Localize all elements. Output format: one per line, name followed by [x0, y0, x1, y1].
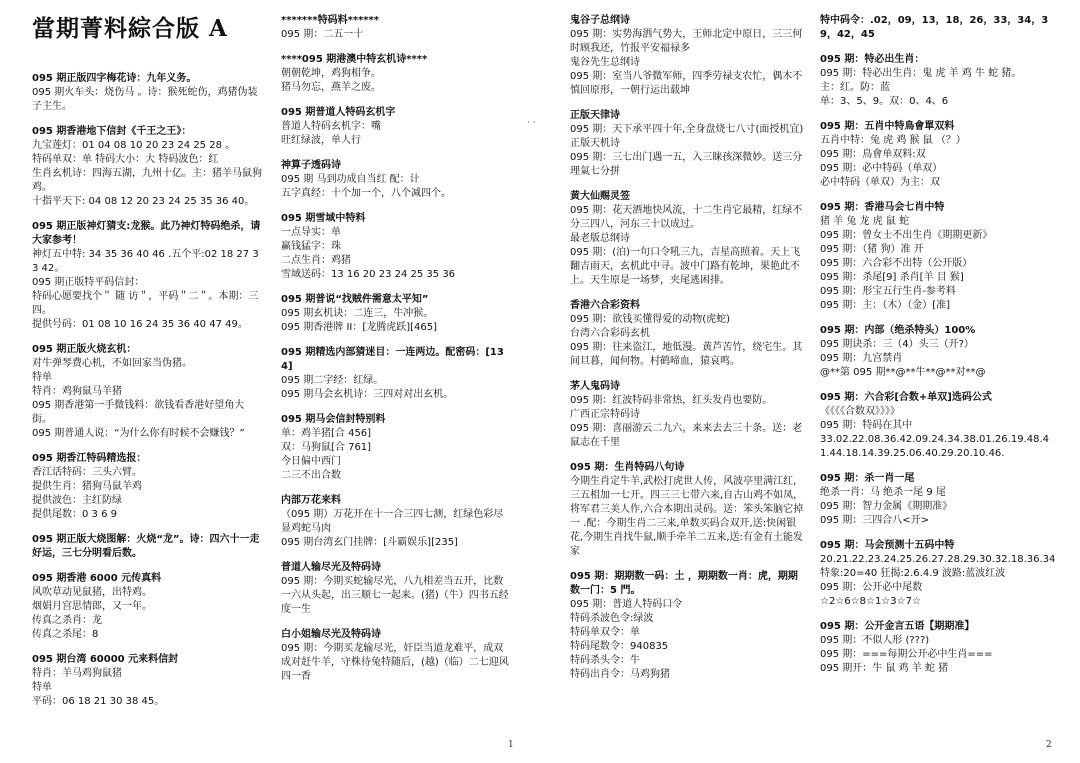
text-line: 神算子透码诗 — [281, 160, 341, 171]
text-line: 095 期香港 6000 元传真料 — [32, 573, 162, 584]
section-block — [281, 14, 513, 42]
text-line: 特肖：鸡狗鼠马羊猪 — [32, 386, 122, 397]
text-line: 095 期：杀一肖一尾 — [820, 473, 915, 484]
text-line: 20.21.22.23.24.25.26.27.28.29.30.32.18.36.34 — [820, 554, 1056, 565]
text-line: 095 期：香港马会七肖中特 — [820, 202, 945, 213]
text-line: 二点生肖：鸡猪 — [281, 255, 351, 266]
text-line: 特单 — [32, 682, 52, 693]
section-block — [281, 346, 513, 402]
text-line: 传真之杀肖：龙 — [32, 615, 102, 626]
text-line: 095 期诀杀：三（4）头三（开?） — [820, 339, 974, 350]
text-line: 茅人鬼码诗 — [570, 381, 620, 392]
text-line: 白小姐输尽光及特码诗 — [281, 629, 381, 640]
section-block — [281, 628, 513, 684]
section-block — [570, 380, 804, 450]
text-line: 095 期普说“找贼件需意太平知” — [281, 294, 429, 305]
column-3 — [570, 14, 804, 693]
text-line: 单：3、5、9。双：0、4、6 — [820, 96, 949, 107]
text-line: 单：鸡羊猪[合 456] — [281, 428, 372, 439]
text-line: 黄大仙赐灵签 — [570, 191, 630, 202]
text-line: 095 期 马到功成自当红 配：计 — [281, 174, 420, 185]
text-line: 095 期二字经：红绿。 — [281, 375, 384, 386]
text-line: 十指平天下: 04 08 12 20 23 24 25 35 36 40。 — [32, 196, 255, 207]
text-line: 特单 — [32, 372, 52, 383]
text-line: 095 期：实势海洒气势大，王师北定中原日，三三何时顾我还，竹报平安福禄多 — [570, 29, 803, 54]
section-block — [570, 570, 804, 682]
text-line: 095 期正版大烧图解：火烧“龙”。诗：四六十一走好运，三七分明看后数。 — [32, 534, 260, 559]
text-line: 生肖玄机诗：四海五湖，九州十亿。主：猪羊马鼠狗鸡。 — [32, 168, 262, 193]
column-1 — [32, 14, 264, 720]
section-block — [281, 106, 513, 148]
text-line: 095 期：欲钱买懂得爱的动物(虎蛇) — [570, 314, 731, 325]
section-block — [570, 461, 804, 559]
text-line: 对牛弹琴费心机，不如回家当伪猪。 — [32, 358, 192, 369]
section-block — [281, 293, 513, 335]
text-line: 095 期：公开金言五语【期期准】 — [820, 621, 975, 632]
section-block — [32, 533, 264, 561]
text-line: 095 期：普道人特码口令 — [570, 599, 683, 610]
text-line: 正版天机诗 — [570, 138, 620, 149]
text-line: 传真之杀尾：8 — [32, 629, 99, 640]
section-block — [32, 343, 264, 441]
page-number-1: 1 — [508, 740, 514, 750]
text-line: 内部万花来料 — [281, 495, 341, 506]
section-block — [570, 299, 804, 369]
text-line: 095 期普通人说：“为什么你有时候不会赚钱？” — [32, 428, 245, 439]
text-line: 神灯五中特: 34 35 36 40 46 .五个平:02 18 27 33 42。 — [32, 249, 259, 274]
text-line: 095 期：智力金属《期期准》 — [820, 501, 953, 512]
section-block — [281, 494, 513, 550]
text-line: 095 期玄机诀：二连三，牛冲猴。 — [281, 308, 434, 319]
text-line: 095 期：杀尾[9] 杀肖[羊 目 猴] — [820, 272, 964, 283]
text-line: 五肖中特：兔 虎 鸡 猴 鼠 （？） — [820, 135, 966, 146]
text-line: 特码单双令：单 — [570, 627, 640, 638]
text-line: 095 期：（猪 狗）准 开 — [820, 244, 924, 255]
text-line: 095 期：特码在其中 — [820, 420, 913, 431]
text-line: 095 期：鳥會单双料:双 — [820, 149, 926, 160]
text-line: *******特码料****** — [281, 15, 379, 26]
text-line: 雪域送码：13 16 20 23 24 25 35 36 — [281, 269, 456, 280]
text-line: 095 期：三七出门遇一五，入三睐孩深微妙。送三分理氣七分拼 — [570, 152, 803, 177]
text-line: 095 期正版四字梅花诗：九年义务。 — [32, 73, 197, 84]
text-line: 095 期：五肖中特鳥會單双料 — [820, 121, 955, 132]
text-line: 095 期：主：（木）（金）[准] — [820, 300, 951, 311]
text-line: 095 期：不似人形 (???) — [820, 635, 930, 646]
text-line: 095 期普道人特码玄机字 — [281, 107, 396, 118]
text-line: 095 期：天下承平四十年,全身盘烧七八寸(面授机宜) — [570, 124, 804, 135]
text-line: 095 期开：牛 鼠 鸡 羊 蛇 猪 — [820, 663, 949, 674]
text-line: 特码单双：单 特码大小：大 特码波色：红 — [32, 154, 219, 165]
text-line: 095 期火车头：烧伤马 。诗：猴死蛇伤，鸡猪伪装子主生。 — [32, 87, 258, 112]
text-line: 正版天律诗 — [570, 110, 620, 121]
text-line: 095 期：内部（绝杀特头）100% — [820, 325, 976, 336]
section-block — [281, 413, 513, 483]
text-line: 095 期：特必出生肖：鬼 虎 羊 鸡 牛 蛇 猪。 — [820, 68, 1022, 79]
column-2 — [281, 14, 513, 695]
text-line: 095 期：今期买龙输尽光，奸臣当道龙难平，成双成对赶牛羊，守株待兔特随后，(越)（临）二七迎风四一香 — [281, 643, 509, 682]
section-block — [570, 14, 804, 98]
text-line: 提供号码：01 08 10 16 24 35 36 40 47 49。 — [32, 319, 248, 330]
section-block — [32, 72, 264, 114]
text-line: 提供尾数：0 3 6 9 — [32, 509, 117, 520]
section-block — [32, 452, 264, 522]
text-line: 提供波色：主红防绿 — [32, 495, 122, 506]
section-block — [820, 620, 1056, 676]
text-line: ☆2☆6☆8☆1☆3☆7☆ — [820, 596, 921, 607]
text-line: 特码出肖令：马鸡狗猪 — [570, 669, 670, 680]
section-block — [820, 472, 1056, 528]
text-line: 095 期：必中特码（单双） — [820, 163, 943, 174]
section-block — [570, 190, 804, 288]
text-line: 提供生肖：猪狗马鼠羊鸡 — [32, 481, 142, 492]
text-line: 095 期：往来盗江，地低漫。黄芦苦竹，绕宅生。其间旦暮，闻何物。村鹤啼血，猿哀鸣。 — [570, 342, 803, 367]
text-line: 095 期：公开必中尾数 — [820, 582, 923, 593]
text-line: 095 期马会玄机诗：三四对对出玄机。 — [281, 389, 454, 400]
text-line: 鬼谷子总纲诗 — [570, 15, 630, 26]
section-block — [820, 53, 1056, 109]
text-line: 普道人特码玄机字：嘴 — [281, 121, 381, 132]
section-block — [281, 561, 513, 617]
text-line: 095 期：形宝五行生肖-参考料 — [820, 286, 956, 297]
section-block — [281, 159, 513, 201]
text-line: 《《《《合数双》》》》 — [820, 406, 900, 417]
text-line: 香港六合彩资料 — [570, 300, 640, 311]
text-line: 最老版总纲诗 — [570, 233, 630, 244]
text-line: 095 期：曾女士不出生肖《期期更新》 — [820, 230, 993, 241]
section-block — [32, 572, 264, 642]
text-line: 双：马狗鼠[合 761] — [281, 442, 372, 453]
column-4 — [820, 14, 1056, 687]
text-line: 095 期：二五一十 — [281, 29, 364, 40]
text-line: 广西正宗特码诗 — [570, 409, 640, 420]
text-line: 095 期：六合彩不出特（公开版） — [820, 258, 973, 269]
text-line: 绝杀一肖：马 绝杀一尾 9 尾 — [820, 487, 946, 498]
text-line: 鬼谷先生总纲诗 — [570, 57, 640, 68]
text-line: 猪 羊 兔 龙 虎 鼠 蛇 — [820, 216, 910, 227]
text-line: 095 期：(泊)一句口令吼三九，吉星高照着。天上飞翻吉雨天，玄机此中寻。波中门路有乾坤，果艳此不上。天生原是一场梦，夹尾逃困排。 — [570, 247, 801, 286]
section-block — [281, 212, 513, 282]
text-line: 095 期：喜丽游云二九六，来来去去三十条。送：老鼠志在千里 — [570, 423, 803, 448]
section-block — [820, 14, 1056, 42]
text-line: 095 期：六合彩[合数+单双]选码公式 — [820, 392, 992, 403]
text-line: @**第 095 期**@**牛**@**对**@ — [820, 367, 986, 378]
text-line: 095 期正版特平码信封： — [32, 277, 145, 288]
text-line: 095 期正版火烧玄机： — [32, 344, 137, 355]
section-block — [820, 539, 1056, 609]
page-number-2: 2 — [1046, 740, 1052, 750]
text-line: 095 期香江特码精选报： — [32, 453, 147, 464]
text-line: 095 期：期期数一码：土 ，期期数一肖：虎，期期数一门：5 門。 — [570, 571, 798, 596]
text-line: 必中特码（单双）为主：双 — [820, 177, 940, 188]
text-line: 赢钱猛字：珠 — [281, 241, 341, 252]
text-line: 095 期精选内部猜迷目：一连两边。配密码：[134] — [281, 347, 504, 372]
text-line: 095 期：花天酒地快风流，十二生肖它最精，红绿不分三四八，河东三十以成过。 — [570, 205, 803, 230]
text-line: 普道人输尽光及特码诗 — [281, 562, 381, 573]
section-block — [570, 109, 804, 179]
text-line: 095 期台湾玄门挂牌：[斗霸娱乐][235] — [281, 537, 458, 548]
text-line: 特码杀头令：牛 — [570, 655, 640, 666]
text-line: 095 期正版神灯猜支:龙猴。此乃神灯特码绝杀，请大家参考！ — [32, 221, 261, 246]
text-line: 特象:20=40 狂揭:2.6.4.9 波路:蓝波红波 — [820, 568, 1006, 579]
section-block — [820, 391, 1056, 461]
text-line: （095 期）万花开在十一合三四七测，红绿色彩尽显鸡蛇马肉 — [281, 509, 504, 534]
text-line: 095 期香港牌 II：[龙腾虎跃][465] — [281, 322, 438, 333]
section-block — [32, 125, 264, 209]
text-line: 095 期：室当八爷微军师，四季劳禄支农忙，偶木不慎回原形，一朝行运出载坤 — [570, 71, 803, 96]
text-line: 今日偏中西门 — [281, 456, 341, 467]
text-line: 旺红绿波，单人行 — [281, 135, 361, 146]
text-line: 烟娟月宫思情郎，又一年。 — [32, 601, 152, 612]
text-line: 095 期：三四合八<开> — [820, 515, 930, 526]
text-line: 095 期香港第一手微钱料：欲钱看香港好望角大街。 — [32, 400, 245, 425]
text-line: 特肖：羊马鸡狗鼠猪 — [32, 668, 122, 679]
text-line: 095 期香港地下信封《千王之王》： — [32, 126, 192, 137]
text-line: 九宝莲灯：01 04 08 10 20 23 24 25 28 。 — [32, 140, 236, 151]
text-line: 095 期：今期买蛇输尽光，八九相差当五开，比数一六从头起，出三顺七一起来。(猪)（牛）四书五经度一生 — [281, 576, 509, 615]
text-line: 朝朝乾坤，鸡狗相争。 — [281, 68, 381, 79]
text-line: 特码尾数令：940835 — [570, 641, 669, 652]
text-line: 主：红。防：蓝 — [820, 82, 890, 93]
text-line: 二三不出合数 — [281, 470, 341, 481]
section-block — [820, 120, 1056, 190]
text-line: 香江话特码：三头六臂。 — [32, 467, 142, 478]
text-line: 095 期台湾 60000 元来料信封 — [32, 654, 179, 665]
text-line: 095 期马会信封特别料 — [281, 414, 386, 425]
text-line: 095 期：马会预测十五码中特 — [820, 540, 955, 551]
text-line: 台湾六合彩码玄机 — [570, 328, 650, 339]
text-line: 095 期雪域中特料 — [281, 213, 366, 224]
text-line: 今期生肖定牛羊,武松打虎世人传，风波亭里满江红,三五相加一七开。四三三七带六来,自古山鸡不如凤，将军君三美人作,六合本期出灵码。送：笨头笨脑它掉一 .配：今期生肖二三来,单数买码合双开,送:快闲银花,今期生肖找牛鼠,顺手牵羊二五来,送:有金有土能发家 — [570, 476, 804, 557]
text-line: 095 期：红波特码非常热，红头发肖也要防。 — [570, 395, 773, 406]
section-block — [32, 220, 264, 332]
text-line: 特中码令：.02，09，13，18，26，33，34，39，42，45 — [820, 15, 1049, 40]
text-line: 五字真经：十个加一个，八个减四个。 — [281, 188, 451, 199]
text-line: 095 期：特必出生肖： — [820, 54, 925, 65]
section-block — [32, 653, 264, 709]
text-line: 平码：06 18 21 30 38 45。 — [32, 696, 165, 707]
section-block — [820, 324, 1056, 380]
text-line: ****095 期港澳中特玄机诗**** — [281, 54, 428, 65]
text-line: 095 期：生肖特码八句诗 — [570, 462, 685, 473]
text-line: 33.02.22.08.36.42.09.24.34.38.01.26.19.48.41.44.18.14.39.25.06.40.29.20.10.46. — [820, 434, 1050, 459]
separator-dots: · · — [527, 118, 536, 128]
text-line: 特码杀波色令:绿波 — [570, 613, 654, 624]
text-line: 095 期：九宫禁肖 — [820, 353, 903, 364]
text-line: 095 期：===每期公开必中生肖=== — [820, 649, 993, 660]
text-line: 猪马勿忘，燕羊之废。 — [281, 82, 381, 93]
section-block — [820, 201, 1056, 313]
section-block — [281, 53, 513, 95]
text-line: 一点导实：单 — [281, 227, 341, 238]
page-title: 當期菁料綜合版 A — [32, 15, 228, 42]
text-line: 特码心愿要找个＂ 随 访＂，平码＂二＂。本期：三四。 — [32, 291, 259, 316]
text-line: 风吹草动见鼠猪，出特鸡。 — [32, 587, 152, 598]
